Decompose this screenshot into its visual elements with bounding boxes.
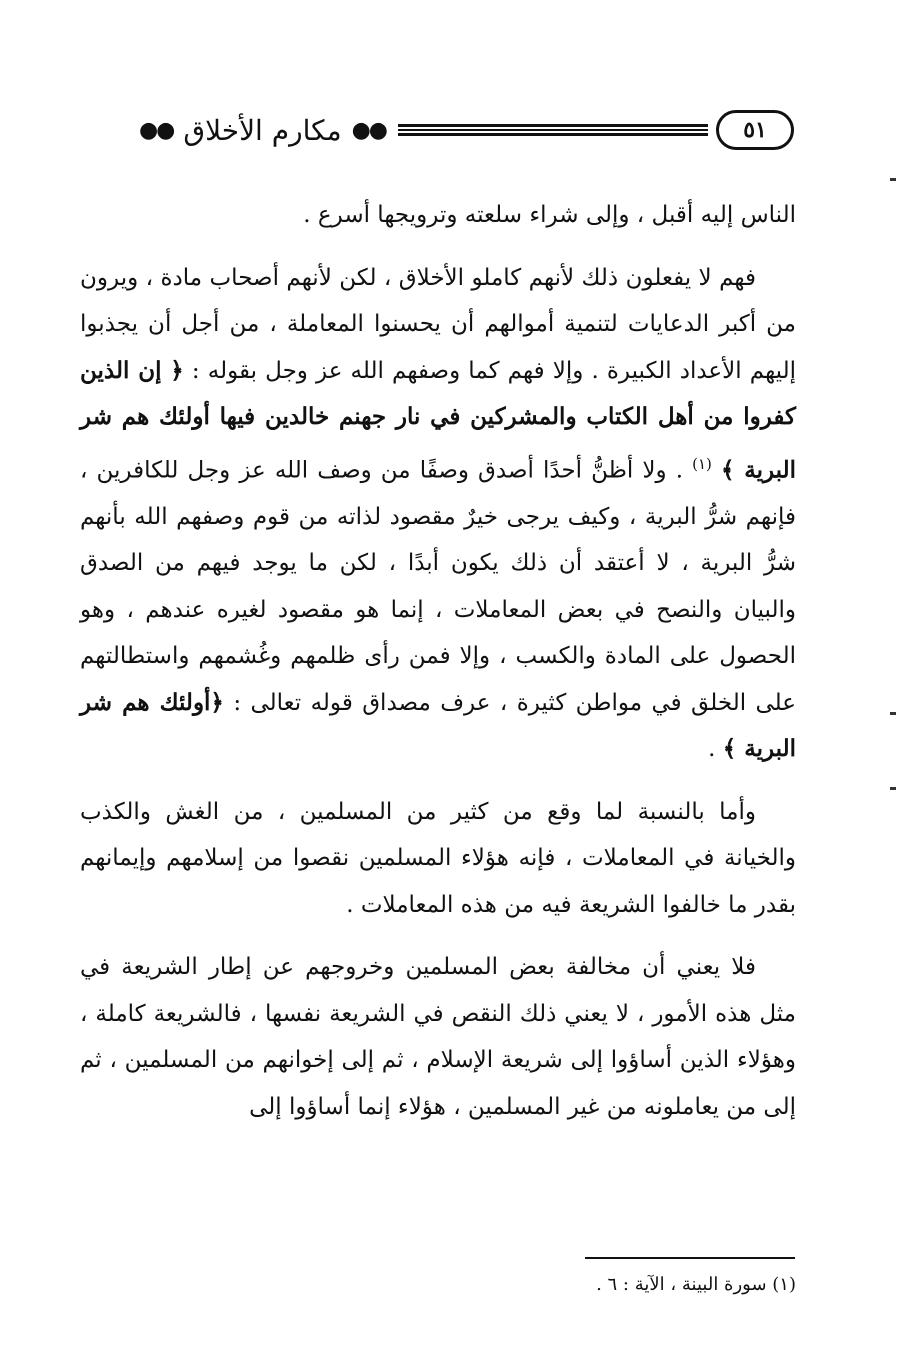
book-title: مكارم الأخلاق [183,113,342,147]
footnote: (١) سورة البينة ، الآية : ٦ . [596,1274,796,1295]
body-text [80,192,796,1146]
header-dots-right: ●● [351,117,386,143]
margin-mark [890,178,896,181]
quran-quote-2: ﴿أولئك هم شر البرية ﴾ [80,688,796,763]
header-rule [398,124,708,136]
footnote-reference: (١) [692,454,712,473]
quran-quote-1: ﴿ إن الذين كفروا من أهل الكتاب والمشركين في نار جهنم خالدين فيها أولئك هم شر البرية ﴾ [80,356,797,484]
paragraph-1: الناس إليه أقبل ، وإلى شراء سلعته وترويجها أسرع . [303,202,796,228]
paragraph-3: وأما بالنسبة لما وقع من كثير من المسلمين ، من الغش والكذب والخيانة في المعاملات ، فإنه هؤلاء المسلمين نقصوا من إسلامهم وإيمانهم بقدر ما خالفوا الشريعة فيه من هذه المعاملات . [80,798,796,918]
header-dots-left: ●● [138,117,174,143]
paragraph-4: فلا يعني أن مخالفة بعض المسلمين وخروجهم عن إطار الشريعة في مثل هذه الأمور ، لا يعني ذلك النقص في الشريعة نفسها ، فالشريعة كاملة ، وهؤلاء الذين أساؤوا إلى شريعة الإسلام ، ثم إلى إخوانهم من المسلمين ، ثم إلى من يعاملونه من غير المسلمين ، هؤلاء إنما أساؤوا إلى [80,954,796,1120]
paragraph-2 [80,255,796,773]
paragraph-2-text-b: . ولا أظنُّ أحدًا أصدق وصفًا من وصف الله عز وجل للكافرين ، فإنهم شرُّ البرية ، وكيف يرجى خيرٌ مقصود لذاته من قوم وصفهم الله بأنهم شرُّ البرية ، لا أعتقد أن ذلك يكون أبدًا ، لكن ما يوجد فيهم من الصدق والبيان والنصح في بعض المعاملات ، إنما هو مقصود لغيره عندهم ، وهو الحصول على المادة والكسب ، وإلا فمن رأى ظلمهم وغُشمهم واستطالتهم على الخلق في مواطن كثيرة ، عرف مصداق قوله تعالى : [80,457,797,716]
paragraph-2-end: . [708,736,716,763]
margin-mark [890,787,896,790]
margin-mark [890,712,896,715]
paragraph-2-text-a: فهم لا يفعلون ذلك لأنهم كاملو الأخلاق ، لكن لأنهم أصحاب مادة ، ويرون من أكبر الدعايات لتنمية أموالهم أن يحسنوا المعاملة ، من أجل أن يجذبوا إليهم الأعداد الكبيرة . وإلا فهم كما وصفهم الله عز وجل بقوله : [80,264,797,384]
footnote-rule [585,1257,795,1259]
page-header [82,100,794,160]
page-number: ٥١ [716,110,794,150]
